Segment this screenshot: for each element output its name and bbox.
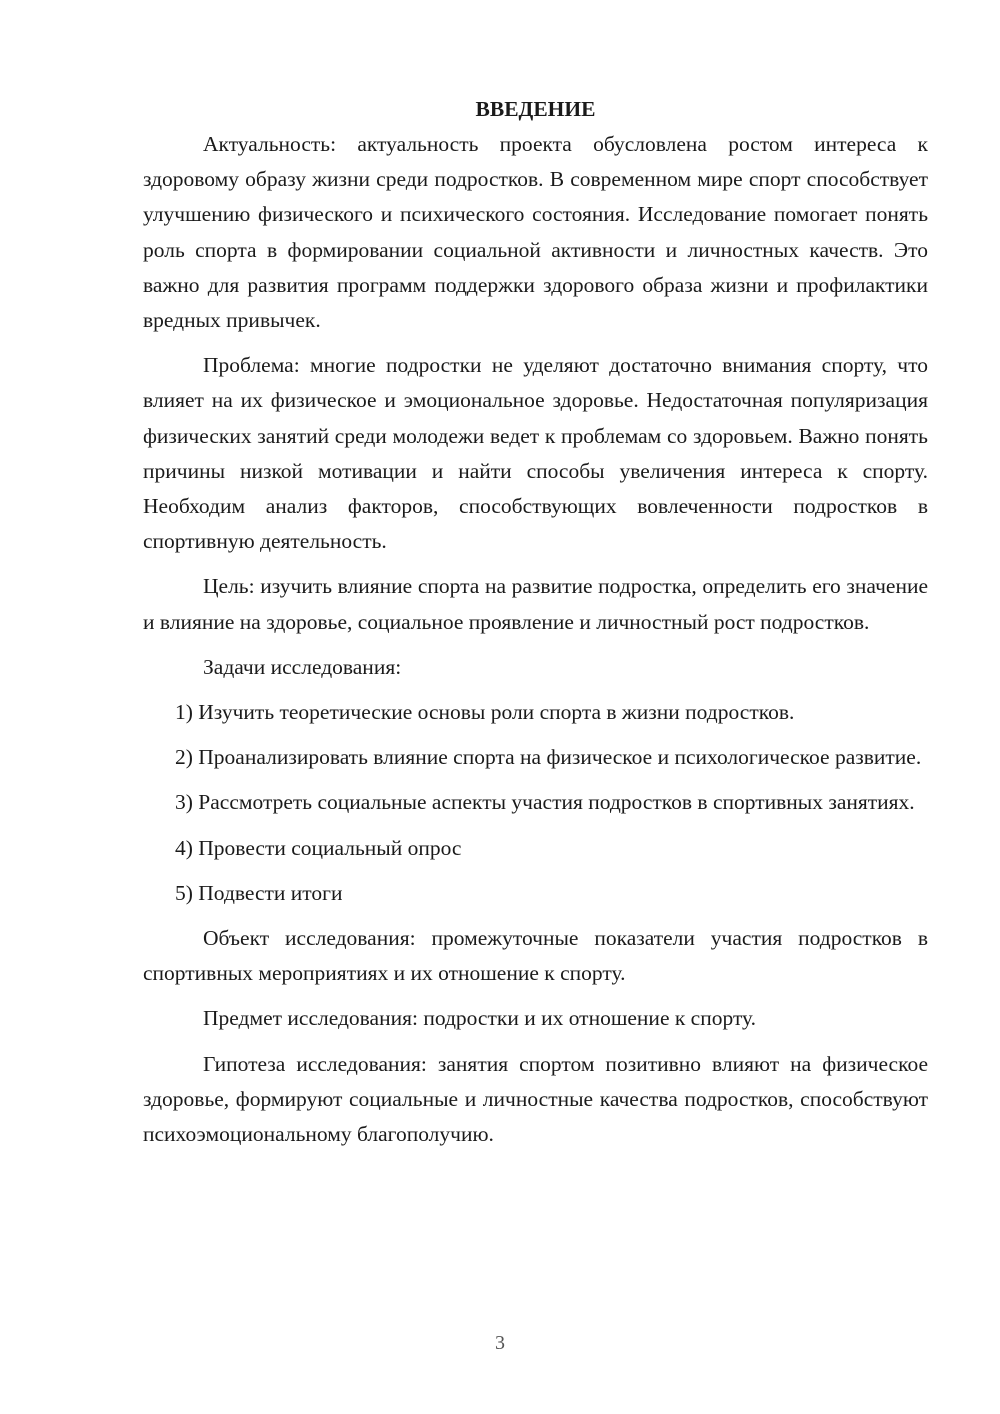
task-item-5: 5) Подвести итоги — [175, 880, 343, 905]
relevance-paragraph: Актуальность: актуальность проекта обусловлена ростом интереса к здоровому образу жизни среди подростков. В современном мире спорт способствует улучшению физического и психического состояния. Исследование помогает понять роль спорта в формировании социальной активности и личностных качеств. Это важно для развития программ поддержки здорового образа жизни и профилактики вредных привычек. — [143, 132, 928, 333]
page-title: ВВЕДЕНИЕ — [475, 97, 596, 121]
document-page — [143, 92, 928, 1162]
task-item-2: 2) Проанализировать влияние спорта на физическое и психологическое развитие. — [175, 745, 922, 770]
problem-paragraph: Проблема: многие подростки не уделяют достаточно внимания спорту, что влияет на их физическое и эмоциональное здоровье. Недостаточная популяризация физических занятий среди молодежи ведет к проблемам со здоровьем. Важно понять причины низкой мотивации и найти способы увеличения интереса к спорту. Необходим анализ факторов, способствующих вовлеченности подростков в спортивную деятельность. — [143, 353, 928, 554]
task-item-4: 4) Провести социальный опрос — [175, 835, 462, 860]
task-item-3: 3) Рассмотреть социальные аспекты участия подростков в спортивных занятиях. — [175, 790, 915, 815]
subject-paragraph: Предмет исследования: подростки и их отношение к спорту. — [203, 1006, 757, 1031]
page-number: 3 — [495, 1332, 505, 1354]
task-item-1: 1) Изучить теоретические основы роли спорта в жизни подростков. — [175, 700, 795, 725]
object-paragraph: Объект исследования: промежуточные показатели участия подростков в спортивных мероприятиях и их отношение к спорту. — [143, 926, 928, 986]
goal-paragraph: Цель: изучить влияние спорта на развитие подростка, определить его значение и влияние на здоровье, социальное проявление и личностный рост подростков. — [143, 574, 928, 634]
hypothesis-paragraph: Гипотеза исследования: занятия спортом позитивно влияют на физическое здоровье, формируют социальные и личностные качества подростков, способствуют психоэмоциональному благополучию. — [143, 1051, 928, 1147]
tasks-heading: Задачи исследования: — [203, 654, 402, 679]
